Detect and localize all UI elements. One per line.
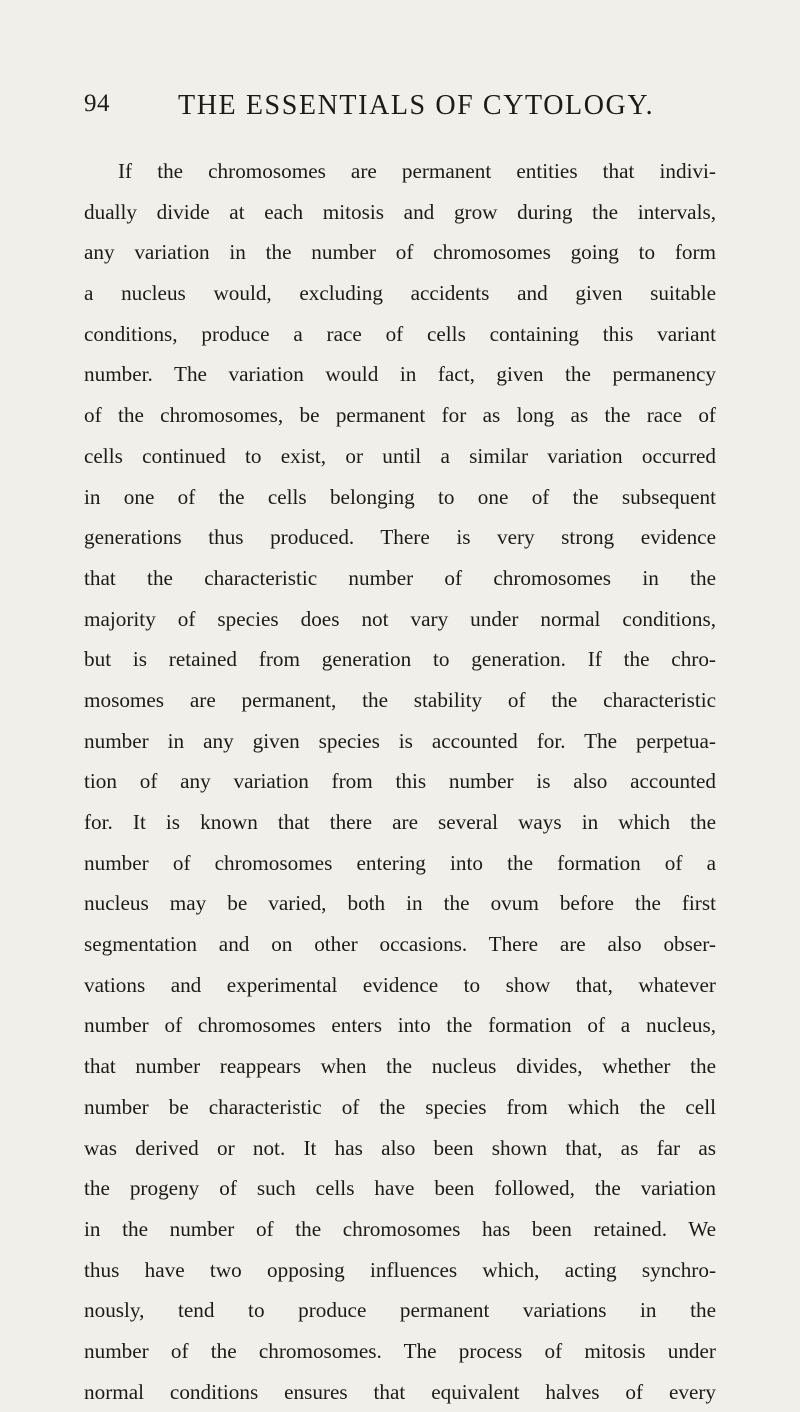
text-line: number in any given species is accounted for. The perpetua- xyxy=(84,728,716,753)
text-line: majority of species does not vary under normal conditions, xyxy=(84,606,716,631)
text-line: normal conditions ensures that equivalent halves of every xyxy=(84,1379,716,1404)
text-line: in the number of the chromosomes has been retained. We xyxy=(84,1216,716,1241)
text-line: tion of any variation from this number is also accounted xyxy=(84,769,716,794)
text-line: but is retained from generation to generation. If the chro- xyxy=(84,647,716,672)
text-line: number of the chromosomes. The process of mitosis under xyxy=(84,1338,716,1363)
text-line: cells continued to exist, or until a similar variation occurred xyxy=(84,443,716,468)
text-line: that the characteristic number of chromosomes in the xyxy=(84,565,716,590)
text-line: that number reappears when the nucleus divides, whether the xyxy=(84,1054,716,1079)
page-header xyxy=(84,90,716,126)
text-line: mosomes are permanent, the stability of the characteristic xyxy=(84,687,716,712)
page-number: 94 xyxy=(84,90,110,117)
text-line: was derived or not. It has also been shown that, as far as xyxy=(84,1135,716,1160)
text-line: If the chromosomes are permanent entities that indivi- xyxy=(118,159,716,183)
text-line: in one of the cells belonging to one of the subsequent xyxy=(84,484,716,509)
text-line: number of chromosomes entering into the formation of a xyxy=(84,850,716,875)
text-line: the progeny of such cells have been followed, the variation xyxy=(84,1176,716,1201)
text-line: for. It is known that there are several ways in which the xyxy=(84,810,716,834)
text-line: nously, tend to produce permanent variations in the xyxy=(84,1298,716,1323)
text-line: number. The variation would in fact, given the permanency xyxy=(84,362,716,387)
text-line: generations thus produced. There is very strong evidence xyxy=(84,525,716,550)
text-line: conditions, produce a race of cells containing this variant xyxy=(84,321,716,346)
text-line: vations and experimental evidence to show that, whatever xyxy=(84,972,716,997)
body-paragraph xyxy=(84,151,716,1412)
text-line: number be characteristic of the species from which the cell xyxy=(84,1094,716,1119)
text-line: dually divide at each mitosis and grow during the intervals, xyxy=(84,199,716,224)
text-line: segmentation and on other occasions. There are also obser- xyxy=(84,932,716,957)
text-line: of the chromosomes, be permanent for as long as the race of xyxy=(84,403,716,428)
text-line: number of chromosomes enters into the formation of a nucleus, xyxy=(84,1013,716,1038)
running-head: THE ESSENTIALS OF CYTOLOGY. xyxy=(178,90,655,121)
text-line: nucleus may be varied, both in the ovum before the first xyxy=(84,891,716,916)
text-line: a nucleus would, excluding accidents and given suitable xyxy=(84,281,716,306)
text-line: thus have two opposing influences which, acting synchro- xyxy=(84,1257,716,1282)
text-line: any variation in the number of chromosomes going to form xyxy=(84,240,716,265)
